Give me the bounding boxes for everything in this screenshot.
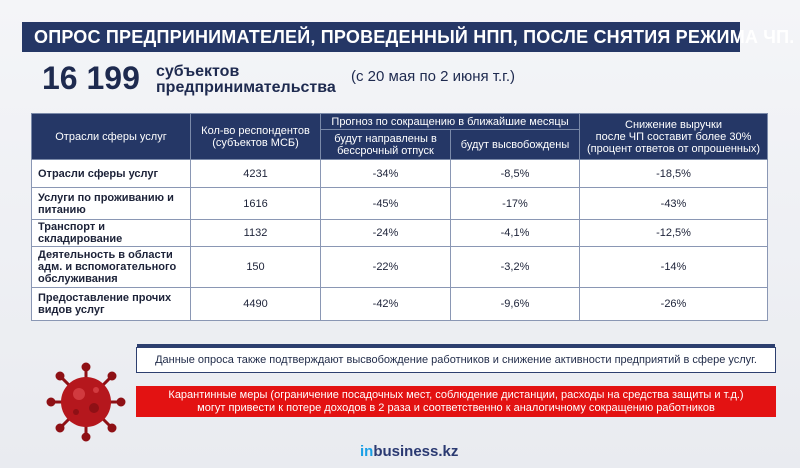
cell-respondents: 150	[191, 247, 321, 288]
page-title: ОПРОС ПРЕДПРИНИМАТЕЛЕЙ, ПРОВЕДЕННЫЙ НПП, ПОСЛЕ СНЯТИЯ РЕЖИМА ЧП.	[34, 27, 795, 47]
quarantine-warning-line1: Карантинные меры (ограничение посадочных мест, соблюдение дистанции, расходы на средства защиты и т.д.)	[168, 389, 744, 401]
cell-sector: Услуги по проживанию и питанию	[32, 188, 191, 220]
coronavirus-icon	[46, 362, 126, 442]
table-row	[32, 288, 768, 321]
inbusiness-logo	[360, 443, 458, 460]
table-row	[32, 220, 768, 247]
cell-released: -3,2%	[451, 247, 580, 288]
cell-released: -9,6%	[451, 288, 580, 321]
header-sector: Отрасли сферы услуг	[32, 114, 191, 160]
cell-respondents: 4231	[191, 160, 321, 188]
header-respondents-line1: Кол-во респондентов	[201, 124, 310, 137]
cell-leave: -42%	[321, 288, 451, 321]
cell-revenue: -18,5%	[580, 160, 768, 188]
table-row	[32, 188, 768, 220]
table-row	[32, 160, 768, 188]
survey-table	[31, 113, 768, 321]
cell-released: -17%	[451, 188, 580, 220]
title-banner	[22, 22, 795, 52]
cell-revenue: -14%	[580, 247, 768, 288]
cell-released: -8,5%	[451, 160, 580, 188]
header-released: будут высвобождены	[451, 130, 580, 160]
header-revenue-line1: Снижение выручки	[625, 118, 722, 131]
respondents-total-label	[156, 64, 336, 96]
cell-revenue: -12,5%	[580, 220, 768, 247]
cell-sector: Транспорт и складирование	[32, 220, 191, 247]
cell-leave: -24%	[321, 220, 451, 247]
table-row	[32, 247, 768, 288]
header-revenue-line3: (процент ответов от опрошенных)	[586, 142, 761, 155]
cell-revenue: -43%	[580, 188, 768, 220]
logo-prefix: in	[360, 443, 374, 460]
cell-respondents: 4490	[191, 288, 321, 321]
cell-leave: -22%	[321, 247, 451, 288]
respondents-label-line2: предпринимательства	[156, 79, 336, 96]
header-leave-line1: будут направлены в	[334, 132, 437, 145]
quarantine-warning-line2: могут привести к потере доходов в 2 раза и соответственно к аналогичному сокращению работников	[197, 402, 715, 414]
cell-respondents: 1616	[191, 188, 321, 220]
header-leave-line2: бессрочный отпуск	[337, 144, 434, 157]
quarantine-warning	[136, 386, 776, 417]
cell-sector: Предоставление прочих видов услуг	[32, 288, 191, 321]
cell-leave: -45%	[321, 188, 451, 220]
cell-released: -4,1%	[451, 220, 580, 247]
header-leave	[321, 130, 451, 160]
logo-name: business.kz	[373, 443, 459, 460]
cell-sector: Деятельность в области адм. и вспомогательного обслуживания	[32, 247, 191, 288]
header-respondents	[191, 114, 321, 160]
survey-note	[136, 347, 776, 373]
cell-sector: Отрасли сферы услуг	[32, 160, 191, 188]
respondents-total: 16 199	[42, 60, 140, 96]
header-respondents-line2: (субъектов МСБ)	[212, 136, 299, 149]
header-revenue-line2: после ЧП составит более 30%	[595, 130, 752, 143]
cell-leave: -34%	[321, 160, 451, 188]
cell-respondents: 1132	[191, 220, 321, 247]
survey-note-text: Данные опроса также подтверждают высвобождение работников и снижение активности предприятий в сфере услуг.	[155, 354, 757, 366]
header-revenue	[580, 114, 768, 160]
survey-period: (с 20 мая по 2 июня т.г.)	[351, 68, 515, 85]
respondents-label-line1: субъектов	[156, 63, 240, 80]
header-forecast: Прогноз по сокращению в ближайшие месяцы	[321, 114, 580, 130]
cell-revenue: -26%	[580, 288, 768, 321]
